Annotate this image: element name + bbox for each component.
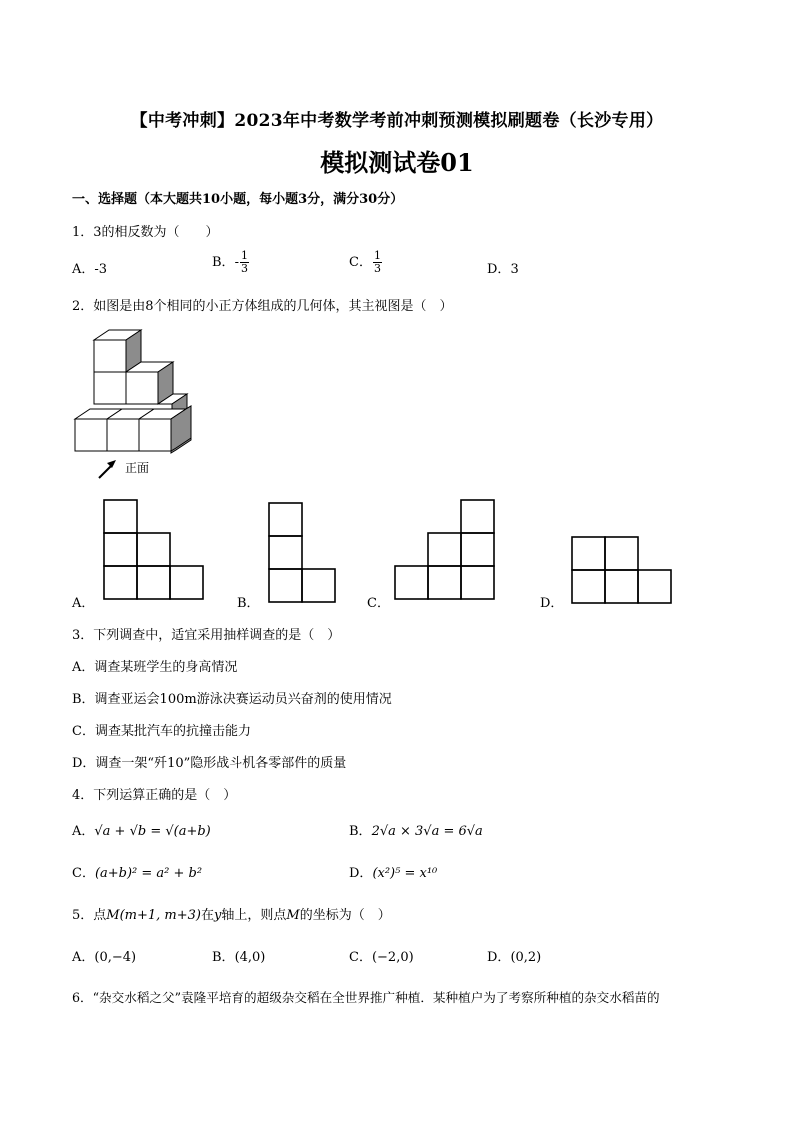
point-expression: M(m+1, m+3) bbox=[106, 908, 201, 923]
denominator: 3 bbox=[240, 262, 248, 275]
option-label: D． bbox=[487, 262, 511, 277]
option-label: B． bbox=[212, 950, 235, 965]
question-5-stem bbox=[72, 904, 391, 923]
q2-option-a-label: A． bbox=[72, 596, 95, 611]
axis-variable: y bbox=[214, 908, 222, 923]
q2-option-d-view bbox=[571, 536, 671, 606]
q4-option-d bbox=[349, 862, 437, 881]
q5-option-c bbox=[349, 946, 414, 965]
q5-option-b bbox=[212, 946, 265, 965]
math-expression: (a+b)² = a² + b² bbox=[94, 866, 203, 881]
option-label: B． bbox=[212, 255, 235, 270]
q3-option-d: D．调查一架“歼10”隐形战斗机各零部件的质量 bbox=[72, 756, 347, 771]
section-heading: 一、选择题（本大题共10小题，每小题3分，满分30分） bbox=[72, 192, 404, 207]
denominator: 3 bbox=[373, 262, 381, 275]
q5-option-d bbox=[487, 946, 541, 965]
q2-option-c-label: C． bbox=[367, 596, 390, 611]
q2-option-b-view bbox=[268, 502, 336, 606]
front-label: 正面 bbox=[125, 461, 150, 475]
q1-option-d bbox=[487, 258, 519, 277]
math-expression: (x²)⁵ = x¹⁰ bbox=[372, 866, 438, 881]
question-1-stem: 1．3的相反数为（ ） bbox=[72, 225, 219, 240]
q1-option-a bbox=[72, 258, 107, 277]
cube-solid-figure bbox=[72, 325, 202, 455]
stem-text: 轴上，则点 bbox=[221, 908, 287, 923]
numerator: 1 bbox=[373, 249, 381, 262]
math-expression: √a + √b = √(a+b) bbox=[94, 824, 211, 839]
option-label: D． bbox=[349, 866, 373, 881]
q4-option-a bbox=[72, 820, 211, 839]
question-4-stem: 4．下列运算正确的是（ ） bbox=[72, 788, 237, 803]
stem-text: 的坐标为（ ） bbox=[299, 908, 391, 923]
option-label: D． bbox=[487, 950, 511, 965]
option-sign: - bbox=[234, 255, 239, 270]
q1-option-c bbox=[349, 250, 382, 275]
stem-text: 5．点 bbox=[72, 908, 107, 923]
option-value: (0,2) bbox=[510, 950, 542, 965]
q3-option-c: C．调查某批汽车的抗撞击能力 bbox=[72, 724, 251, 739]
q2-option-b-label: B． bbox=[237, 596, 260, 611]
exam-subtitle: 模拟测试卷01 bbox=[320, 148, 474, 177]
q3-option-b: B．调查亚运会100m游泳决赛运动员兴奋剂的使用情况 bbox=[72, 692, 392, 707]
option-value: (4,0) bbox=[234, 950, 266, 965]
option-label: A． bbox=[72, 950, 95, 965]
stem-text: 在 bbox=[200, 908, 214, 923]
option-value: (−2,0) bbox=[371, 950, 414, 965]
q4-option-b bbox=[349, 820, 483, 839]
math-expression: 2√a × 3√a = 6√a bbox=[371, 824, 483, 839]
q3-option-a: A．调查某班学生的身高情况 bbox=[72, 660, 238, 675]
option-value: (0,−4) bbox=[94, 950, 137, 965]
q4-option-c bbox=[72, 862, 202, 881]
question-3-stem: 3．下列调查中，适宜采用抽样调查的是（ ） bbox=[72, 628, 341, 643]
option-label: A． bbox=[72, 824, 95, 839]
option-value: -3 bbox=[94, 262, 108, 277]
fraction bbox=[240, 250, 249, 275]
front-arrow-icon bbox=[96, 456, 126, 482]
numerator: 1 bbox=[240, 249, 248, 262]
q2-option-d-label: D． bbox=[540, 596, 564, 611]
q2-option-a-view bbox=[103, 499, 203, 603]
question-2-stem: 2．如图是由8个相同的小正方体组成的几何体，其主视图是（ ） bbox=[72, 299, 453, 314]
question-6-stem: 6．“杂交水稻之父”袁隆平培育的超级杂交稻在全世界推广种植．某种植户为了考察所种植的杂交水稻苗的 bbox=[72, 990, 660, 1005]
option-label: A． bbox=[72, 262, 95, 277]
exam-title: 【中考冲刺】2023年中考数学考前冲刺预测模拟刷题卷（长沙专用） bbox=[130, 111, 664, 131]
option-value: 3 bbox=[510, 262, 519, 277]
q1-option-b bbox=[212, 250, 249, 275]
q5-option-a bbox=[72, 946, 136, 965]
option-label: C． bbox=[349, 255, 372, 270]
point-name: M bbox=[286, 908, 300, 923]
q2-option-c-view bbox=[394, 499, 494, 603]
option-label: C． bbox=[349, 950, 372, 965]
fraction bbox=[373, 250, 382, 275]
option-label: C． bbox=[72, 866, 95, 881]
option-label: B． bbox=[349, 824, 372, 839]
